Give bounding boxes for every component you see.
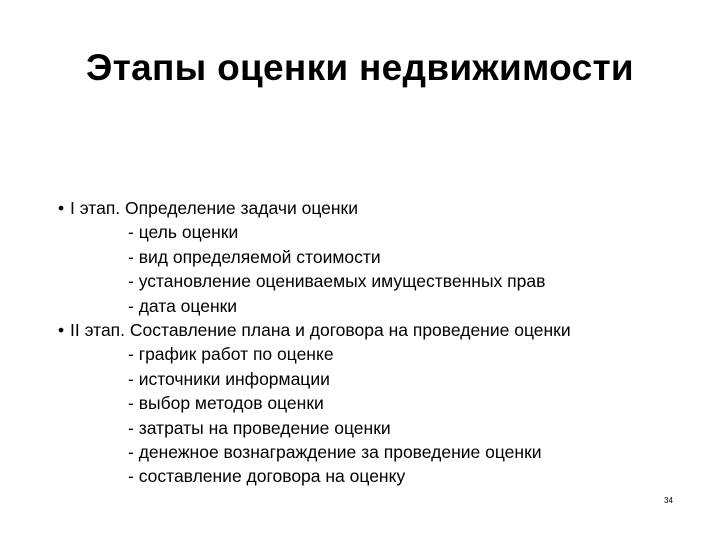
sub-item: - источники информации (128, 368, 330, 389)
sub-item: - денежное вознаграждение за проведение оценки (128, 442, 542, 463)
sub-item: - затраты на проведение оценки (128, 417, 391, 438)
stage-item-1 (58, 196, 698, 220)
sub-item: - выбор методов оценки (128, 393, 324, 414)
sub-item: - установление оцениваемых имущественных прав (128, 271, 546, 292)
stage-label: II этап. Составление плана и договора на проведение оценки (70, 320, 571, 341)
stage-item-2 (58, 318, 698, 342)
sub-item: - график работ по оценке (128, 344, 334, 365)
bullet-icon: • (58, 320, 65, 341)
sub-item: - дата оценки (128, 295, 238, 316)
sub-item: - вид определяемой стоимости (128, 246, 381, 267)
stage-label: I этап. Определение задачи оценки (70, 198, 358, 218)
sub-item: - цель оценки (128, 222, 239, 243)
slide-title: Этапы оценки недвижимости (86, 47, 634, 88)
page-number: 34 (664, 496, 673, 505)
sub-item: - составление договора на оценку (128, 466, 406, 487)
stage-list (58, 196, 698, 489)
bullet-icon: • (58, 198, 65, 218)
